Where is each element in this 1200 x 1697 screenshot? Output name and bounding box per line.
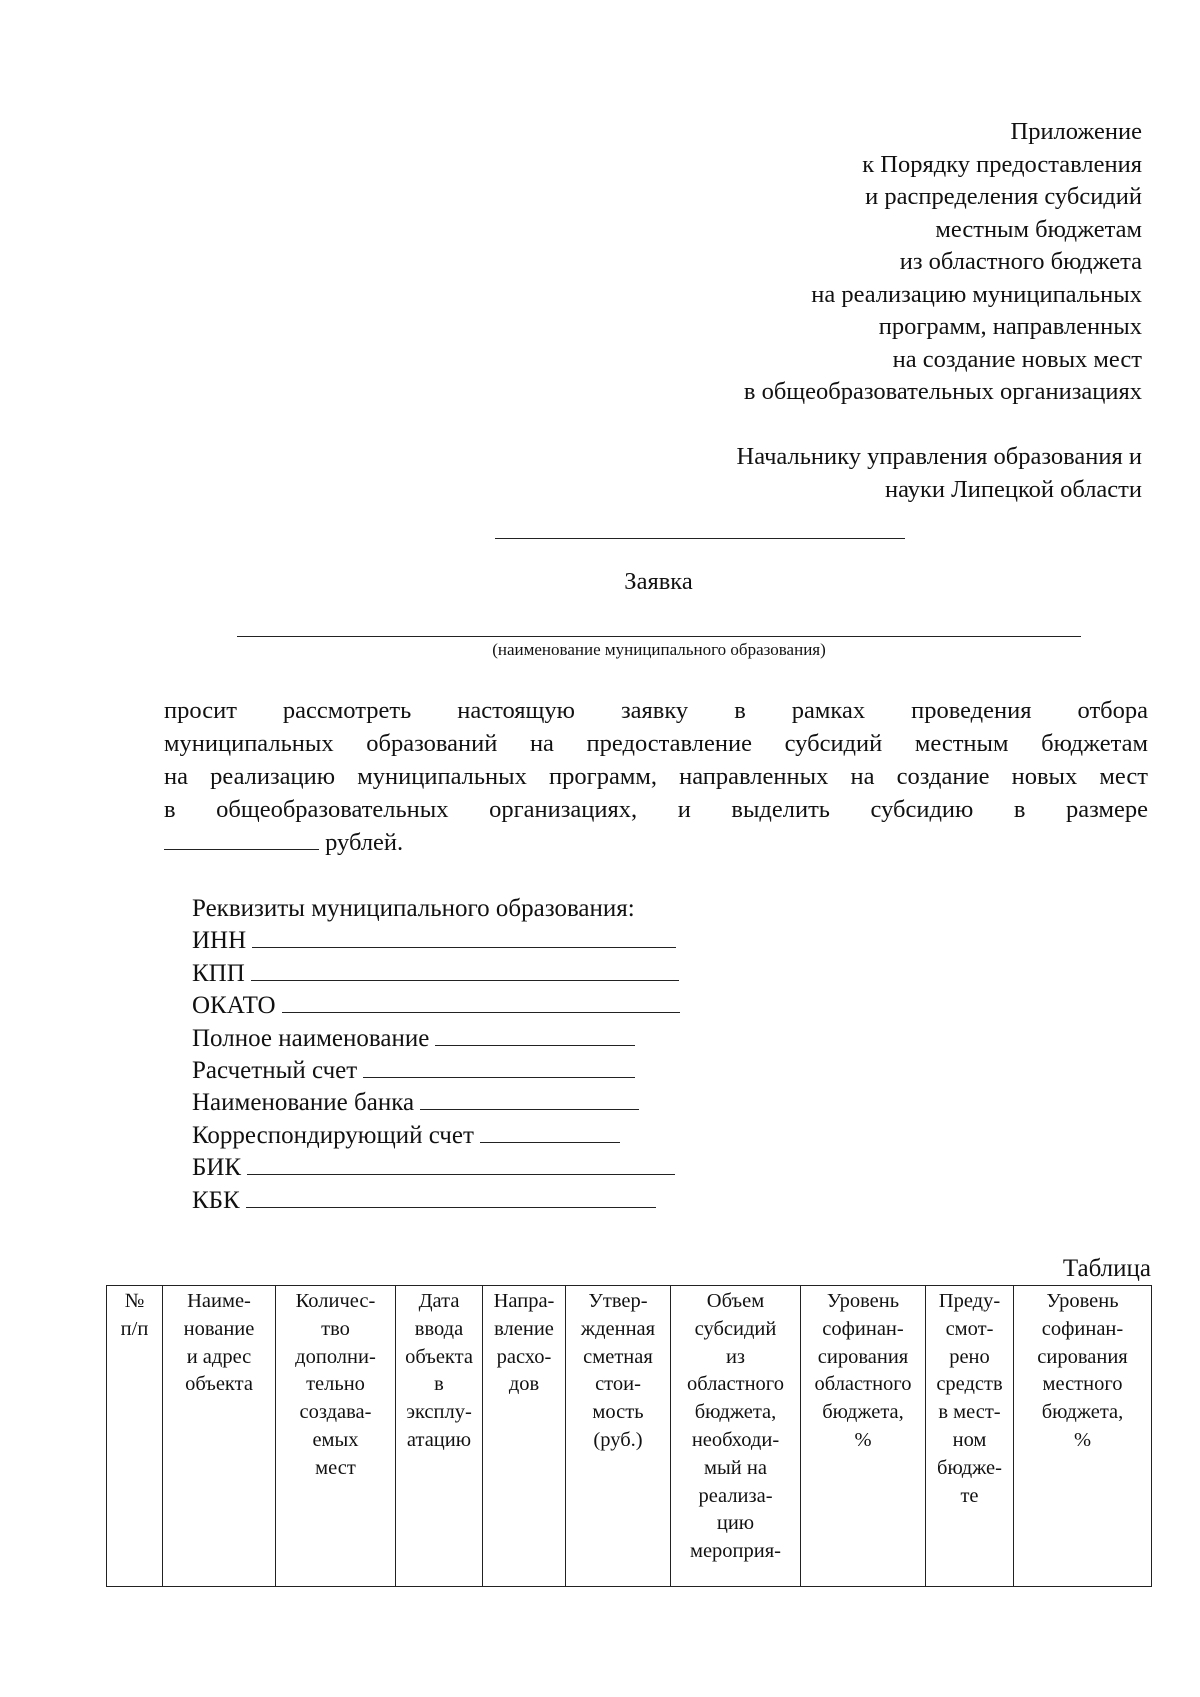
- amount-blank[interactable]: [164, 827, 319, 850]
- addressee-block: [582, 441, 1142, 506]
- table-header-text: %: [1073, 1428, 1092, 1451]
- table-header-text: мый на: [704, 1456, 767, 1479]
- field-blank-bik[interactable]: [247, 1152, 675, 1175]
- table-header-text: объекта: [405, 1345, 473, 1368]
- table-header-text: Дата: [418, 1290, 460, 1312]
- table-header-text: областного: [687, 1373, 784, 1396]
- field-blank-kpp[interactable]: [251, 958, 679, 981]
- col-header-places: [276, 1286, 396, 1587]
- table-header-text: Уровень: [826, 1290, 900, 1312]
- addressee-blank-line[interactable]: [495, 538, 905, 539]
- col-header-regional-cofinancing: [801, 1286, 926, 1587]
- amount-suffix: рублей.: [325, 829, 404, 856]
- field-blank-full-name[interactable]: [435, 1023, 635, 1046]
- table-header-text: объекта: [185, 1373, 253, 1396]
- table-header-text: Объем: [706, 1290, 765, 1312]
- col-header-local-cofinancing: [1014, 1286, 1152, 1587]
- field-blank-okato[interactable]: [282, 990, 680, 1013]
- table-header-text: и адрес: [186, 1345, 252, 1368]
- table-header-text: сирования: [817, 1345, 909, 1368]
- field-blank-inn[interactable]: [252, 925, 676, 948]
- table-header-text: бюджета,: [1041, 1401, 1124, 1424]
- table-header-text: цию: [716, 1512, 755, 1535]
- table-header-text: мероприя-: [689, 1540, 782, 1563]
- subsidy-table: [106, 1285, 1152, 1587]
- request-line: на реализацию муниципальных программ, направленных на создание новых мест: [164, 763, 1148, 790]
- appendix-line: из областного бюджета: [899, 248, 1142, 275]
- table-header-text: эксплу-: [406, 1401, 472, 1424]
- appendix-header: [582, 116, 1142, 409]
- col-header-local-funds: [926, 1286, 1014, 1587]
- field-label-okato: ОКАТО: [192, 992, 276, 1020]
- field-blank-account[interactable]: [363, 1055, 635, 1078]
- request-line: в общеобразовательных организациях, и выделить субсидию в размере: [164, 796, 1148, 823]
- table-header-text: Количес-: [295, 1290, 376, 1312]
- col-header-estimated-cost: [566, 1286, 671, 1587]
- request-line: муниципальных образований на предоставление субсидий местным бюджетам: [164, 730, 1148, 757]
- table-header-text: расхо-: [496, 1345, 552, 1368]
- field-label-corr-account: Корреспондирующий счет: [192, 1121, 474, 1149]
- table-header-text: тельно: [306, 1373, 365, 1396]
- field-label-account: Расчетный счет: [192, 1056, 358, 1084]
- table-header-text: реализа-: [698, 1484, 773, 1507]
- table-header-text: Напра-: [493, 1290, 555, 1312]
- table-header-row: [107, 1286, 1152, 1587]
- col-header-commission-date: [396, 1286, 483, 1587]
- table-header-text: Утвер-: [588, 1290, 648, 1312]
- col-header-expense-direction: [483, 1286, 566, 1587]
- table-header-text: сирования: [1037, 1345, 1128, 1368]
- table-header-text: стои-: [595, 1373, 641, 1396]
- table-header-text: софинан-: [822, 1317, 904, 1340]
- table-header-text: субсидий: [694, 1317, 777, 1340]
- field-label-bik: БИК: [192, 1154, 242, 1182]
- table-header-text: в: [434, 1373, 444, 1396]
- col-header-subsidy-volume: [671, 1286, 801, 1587]
- table-header-text: мест: [315, 1456, 356, 1479]
- table-header-text: рено: [949, 1345, 990, 1368]
- field-label-kbk: КБК: [192, 1186, 240, 1214]
- field-blank-bank[interactable]: [420, 1087, 639, 1110]
- table-header-text: местного: [1042, 1373, 1123, 1396]
- table-header-text: создава-: [299, 1401, 372, 1424]
- appendix-line: местным бюджетам: [935, 215, 1142, 243]
- table-header-text: бюджета,: [822, 1401, 904, 1424]
- table-header-text: в мест-: [938, 1401, 1001, 1424]
- table-header-text: средств: [936, 1373, 1003, 1396]
- table-header-text: Преду-: [938, 1290, 1001, 1312]
- table-header-text: емых: [312, 1428, 359, 1451]
- appendix-line: и распределения субсидий: [865, 183, 1142, 210]
- table-header-text: софинан-: [1041, 1317, 1124, 1340]
- field-label-bank: Наименование банка: [192, 1089, 415, 1117]
- addressee-line: науки Липецкой области: [885, 475, 1142, 503]
- requisites-block: [192, 893, 680, 1217]
- table-header-text: п/п: [120, 1317, 149, 1340]
- table-header-text: Наиме-: [187, 1290, 251, 1312]
- table-header-text: необходи-: [691, 1428, 780, 1451]
- request-line: просит рассмотреть настоящую заявку в рамках проведения отбора: [164, 697, 1148, 724]
- field-label-inn: ИНН: [192, 927, 247, 955]
- table-header-text: бюдже-: [937, 1456, 1002, 1479]
- municipality-caption: (наименование муниципального образования): [492, 640, 826, 659]
- appendix-line: на реализацию муниципальных: [811, 280, 1142, 308]
- appendix-line: в общеобразовательных организациях: [743, 378, 1142, 405]
- requisites-heading: Реквизиты муниципального образования:: [192, 895, 635, 922]
- field-label-kpp: КПП: [192, 959, 245, 987]
- table-header-text: ввода: [414, 1317, 464, 1340]
- table-header-text: бюджета,: [694, 1401, 777, 1424]
- table-header-text: из: [725, 1345, 746, 1368]
- table-header-text: №: [124, 1290, 145, 1312]
- municipality-name-line[interactable]: [237, 636, 1081, 637]
- table-header-text: (руб.): [593, 1428, 643, 1451]
- table-header-text: дополни-: [295, 1345, 376, 1368]
- table-header-text: областного: [814, 1373, 912, 1396]
- table-header-text: мость: [592, 1401, 644, 1424]
- table-header-text: те: [960, 1484, 979, 1507]
- appendix-line: на создание новых мест: [892, 345, 1142, 373]
- table-header-text: ном: [952, 1428, 987, 1451]
- appendix-line: Приложение: [1010, 118, 1142, 145]
- col-header-object: [163, 1286, 276, 1587]
- table-label: Таблица: [1062, 1255, 1151, 1282]
- table-header-text: сметная: [583, 1345, 653, 1368]
- table-header-text: смот-: [945, 1317, 994, 1340]
- field-label-full-name: Полное наименование: [192, 1024, 430, 1052]
- table-header-text: атацию: [406, 1428, 472, 1451]
- appendix-line: программ, направленных: [878, 313, 1142, 340]
- appendix-line: к Порядку предоставления: [862, 150, 1142, 178]
- col-header-number: [107, 1286, 163, 1587]
- table-header-text: нование: [183, 1317, 255, 1340]
- document-title: Заявка: [624, 568, 693, 595]
- table-header-text: %: [854, 1428, 872, 1451]
- field-blank-kbk[interactable]: [246, 1185, 656, 1208]
- addressee-line: Начальнику управления образования и: [736, 443, 1142, 470]
- field-blank-corr-account[interactable]: [480, 1120, 620, 1143]
- table-header-text: тво: [321, 1317, 350, 1340]
- table-header-text: дов: [508, 1373, 540, 1396]
- table-header-text: вление: [494, 1317, 554, 1340]
- table-header-text: жденная: [580, 1317, 656, 1340]
- request-paragraph: [164, 694, 1148, 859]
- table-header-text: Уровень: [1046, 1290, 1119, 1312]
